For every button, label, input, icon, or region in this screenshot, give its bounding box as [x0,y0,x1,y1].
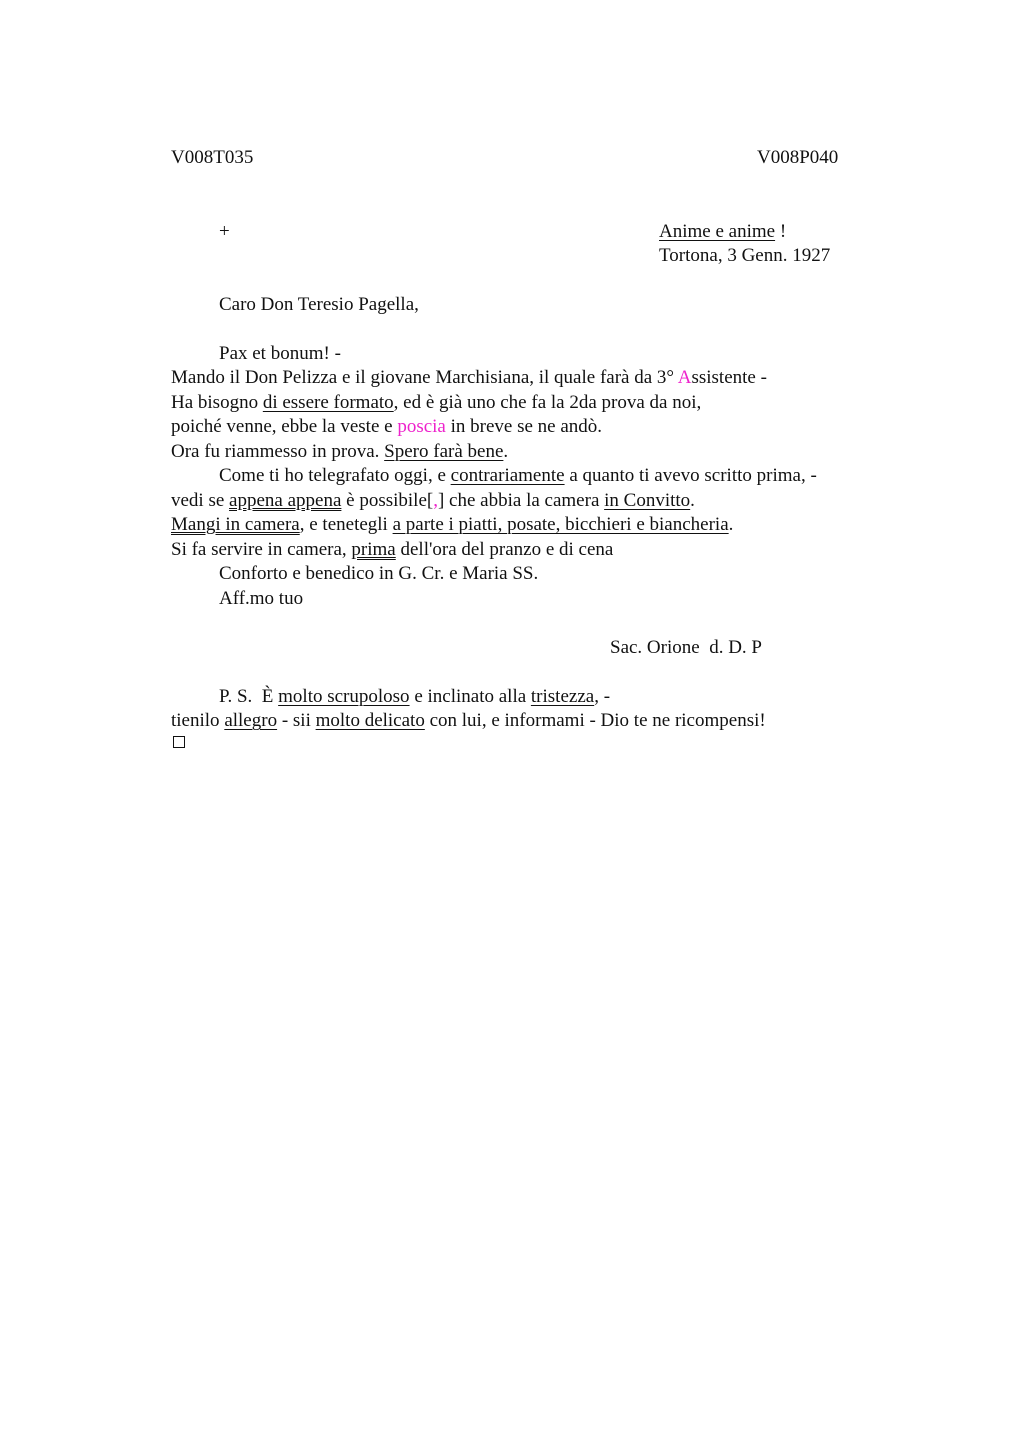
body-line-7 [171,489,695,513]
body-line-5 [171,440,508,464]
text-segment: Come ti ho telegrafato oggi, e [219,465,451,486]
text-segment: ssistente - [691,367,767,388]
text-segment: . [728,514,734,535]
underlined-text: contrariamente [450,465,565,486]
text-segment: poiché venne, ebbe la veste e [171,416,398,437]
underlined-text: allegro [224,710,278,731]
text-segment: dell'ora del pranzo e di cena [395,539,614,560]
text-segment: tienilo [171,710,225,731]
body-line-3 [171,391,701,415]
text-segment: in breve se ne andò. [445,416,603,437]
body-line-2 [171,366,767,390]
underlined-text: di essere formato [262,392,394,413]
underlined-text: in Convitto [604,490,691,511]
motto-mark: ! [775,221,787,242]
text-segment: , ed è già uno che fa la 2da prova da noi, [393,392,702,413]
text-segment: Ora fu riammesso in prova. [171,441,385,462]
underlined-text: Spero farà bene [384,441,504,462]
text-segment: , e tenetegli [299,514,393,535]
body-line-4 [171,415,602,439]
text-segment: ] che abbia la camera [437,490,605,511]
text-segment: e inclinato alla [409,686,531,707]
double-underlined-text: appena appena [229,490,342,511]
square-icon [173,736,185,748]
text-segment: a quanto ti avevo scritto prima, - [564,465,817,486]
text-segment: Mando il Don Pelizza e il giovane Marchisiana, il quale farà da 3° [171,367,678,388]
left-code: V008T035 [171,147,254,168]
editorial-letter: A [677,367,692,388]
place-date: Tortona, 3 Genn. 1927 [659,245,831,266]
text-segment: vedi se [171,490,230,511]
double-underlined-text: prima [351,539,396,560]
text-segment: è possibile[ [341,490,434,511]
text-segment: Si fa servire in camera, [171,539,352,560]
motto: Anime e anime [659,221,776,242]
text-segment: con lui, e informami - Dio te ne ricompensi! [424,710,766,731]
underlined-text: molto delicato [315,710,425,731]
text-segment: , - [594,686,611,707]
body-line-1: Pax et bonum! - [219,343,341,364]
underlined-text: tristezza [530,686,595,707]
editorial-comma: , [433,490,438,511]
text-segment: . [690,490,695,511]
double-underlined-text: Mangi in camera [171,514,300,535]
cross-mark: + [219,221,230,242]
right-code: V008P040 [757,147,839,168]
body-line-8 [171,513,733,537]
motto-line [659,220,786,244]
body-line-10: Conforto e benedico in G. Cr. e Maria SS. [219,563,539,584]
text-segment: Ha bisogno [171,392,263,413]
editorial-word: poscia [397,416,446,437]
salutation: Caro Don Teresio Pagella, [219,294,419,315]
ps-line-1 [219,685,610,709]
underlined-text: a parte i piatti, posate, bicchieri e biancheria [392,514,729,535]
ps-line-2 [171,709,766,733]
body-line-9 [171,538,613,562]
underlined-text: molto scrupoloso [278,686,410,707]
text-segment: - sii [277,710,316,731]
body-line-11: Aff.mo tuo [219,588,304,609]
end-box-icon [173,736,185,750]
text-segment: . [503,441,509,462]
body-line-6 [219,464,817,488]
text-segment: P. S. È [219,686,279,707]
signature: Sac. Orione d. D. P [610,637,762,658]
